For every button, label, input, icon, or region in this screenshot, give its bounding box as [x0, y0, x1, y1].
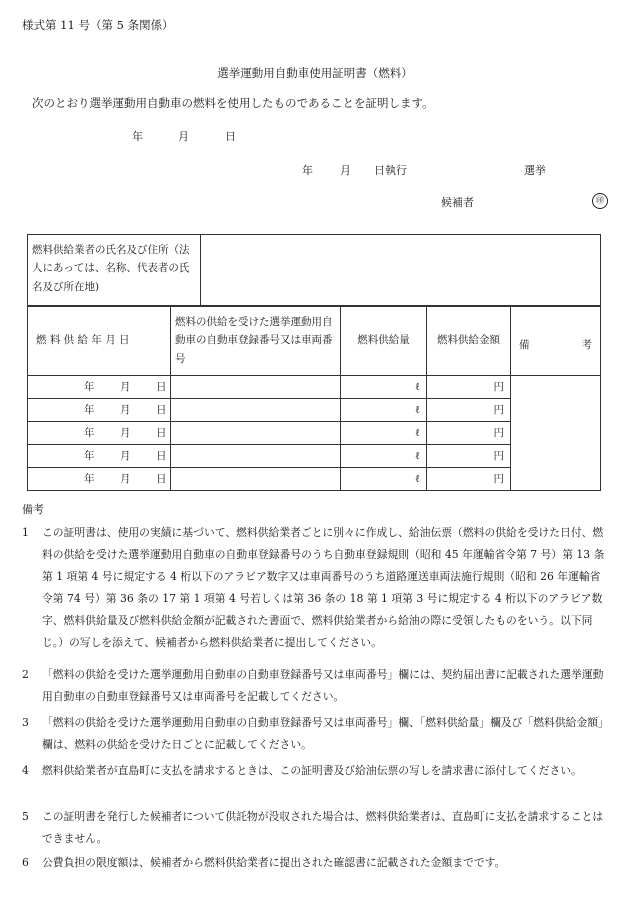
header-fuel-amount: 燃料供給量: [341, 306, 427, 376]
note-item: [22, 522, 610, 654]
header-vehicle-number: 燃料の供給を受けた選挙運動用自動車の自動車登録番号又は車両番号: [171, 306, 341, 376]
row-amount[interactable]: ℓ: [341, 376, 427, 399]
row-date[interactable]: 年 月 日: [28, 376, 171, 399]
intro-text: 次のとおり選挙運動用自動車の燃料を使用したものであることを証明します。: [32, 96, 434, 110]
note-text: 「燃料の供給を受けた選挙運動用自動車の自動車登録番号又は車両番号」欄、「燃料供給量」欄及び「燃料供給金額」欄は、燃料の供給を受けた日ごとに記載してください。: [42, 716, 609, 751]
note-text: 「燃料の供給を受けた選挙運動用自動車の自動車登録番号又は車両番号」欄には、契約届出書に記載された選挙運動用自動車の自動車登録番号又は車両番号を記載してください。: [42, 668, 604, 703]
form-number: 様式第 11 号（第 5 条関係）: [22, 18, 174, 32]
header-remarks-left: 備: [519, 339, 530, 351]
fuel-supply-table: [27, 305, 601, 491]
supplier-value[interactable]: [201, 235, 601, 307]
table-row: [28, 376, 601, 399]
row-amount[interactable]: ℓ: [341, 468, 427, 491]
date-day: 日: [225, 130, 236, 143]
row-price[interactable]: 円: [427, 422, 511, 445]
row-date[interactable]: 年 月 日: [28, 445, 171, 468]
election-month: 月: [340, 164, 351, 177]
note-item: [22, 806, 610, 850]
row-date[interactable]: 年 月 日: [28, 422, 171, 445]
note-text: この証明書は、使用の実績に基づいて、燃料供給業者ごとに別々に作成し、給油伝票（燃料の供給を受けた日付、燃料の供給を受けた選挙運動用自動車の自動車登録番号のうち自動車登録規則（昭和 45 年運輸省令第 7 号）第 13 条第 1 項第 4 号に規定する 4 桁以下のアラビア数字又は車両番号のうち道路運送車両法施行規則（昭和 26 年運輸省令第 74 号）第 36 条の 17 第 1 項第 4 号若しくは第 36 条の 18 第 1 項第 3 号に規定する 4 桁以下のアラビア数字、燃料供給量及び燃料供給金額が記載された書面で、燃料供給業者から給油の際に受領したものをいう。以下同じ。）の写しを添えて、候補者から燃料供給業者に提出してください。: [42, 526, 605, 649]
row-amount[interactable]: ℓ: [341, 422, 427, 445]
header-supply-date: 燃 料 供 給 年 月 日: [28, 306, 171, 376]
note-number: 1: [22, 526, 29, 539]
note-item: [22, 760, 610, 782]
row-vehicle[interactable]: [171, 468, 341, 491]
date-month: 月: [178, 130, 189, 143]
note-number: 5: [22, 810, 29, 823]
election-year: 年: [302, 164, 313, 177]
note-number: 6: [22, 856, 29, 869]
note-text: この証明書を発行した候補者について供託物が没収された場合は、燃料供給業者は、直島町に支払を請求することはできません。: [42, 810, 604, 845]
header-fuel-price: 燃料供給金額: [427, 306, 511, 376]
supplier-label: 燃料供給業者の氏名及び住所（法人にあっては、名称、代表者の氏名及び所在地): [28, 235, 201, 307]
note-item: [22, 852, 610, 874]
header-remarks: [511, 306, 601, 376]
note-text: 燃料供給業者が直島町に支払を請求するときは、この証明書及び給油伝票の写しを請求書に添付してください。: [42, 764, 582, 777]
election-label: 選挙: [524, 164, 546, 177]
note-number: 4: [22, 764, 29, 777]
date-year: 年: [132, 130, 143, 143]
row-price[interactable]: 円: [427, 399, 511, 422]
row-date[interactable]: 年 月 日: [28, 468, 171, 491]
row-vehicle[interactable]: [171, 422, 341, 445]
seal-mark: ㊞: [592, 193, 608, 209]
row-vehicle[interactable]: [171, 399, 341, 422]
row-price[interactable]: 円: [427, 445, 511, 468]
election-day-executed: 日執行: [374, 164, 407, 177]
note-number: 2: [22, 668, 29, 681]
remarks-cell[interactable]: [511, 376, 601, 491]
note-item: [22, 664, 610, 708]
supplier-table: [27, 234, 601, 307]
row-amount[interactable]: ℓ: [341, 399, 427, 422]
note-number: 3: [22, 716, 29, 729]
row-price[interactable]: 円: [427, 376, 511, 399]
note-text: 公費負担の限度額は、候補者から燃料供給業者に提出された確認書に記載された金額までです。: [42, 856, 506, 869]
row-vehicle[interactable]: [171, 445, 341, 468]
header-remarks-right: 考: [581, 339, 592, 351]
row-vehicle[interactable]: [171, 376, 341, 399]
notes-title: 備考: [22, 503, 44, 516]
row-price[interactable]: 円: [427, 468, 511, 491]
candidate-label: 候補者: [441, 196, 474, 209]
row-date[interactable]: 年 月 日: [28, 399, 171, 422]
note-item: [22, 712, 610, 756]
document-title: 選挙運動用自動車使用証明書（燃料）: [217, 66, 413, 80]
row-amount[interactable]: ℓ: [341, 445, 427, 468]
